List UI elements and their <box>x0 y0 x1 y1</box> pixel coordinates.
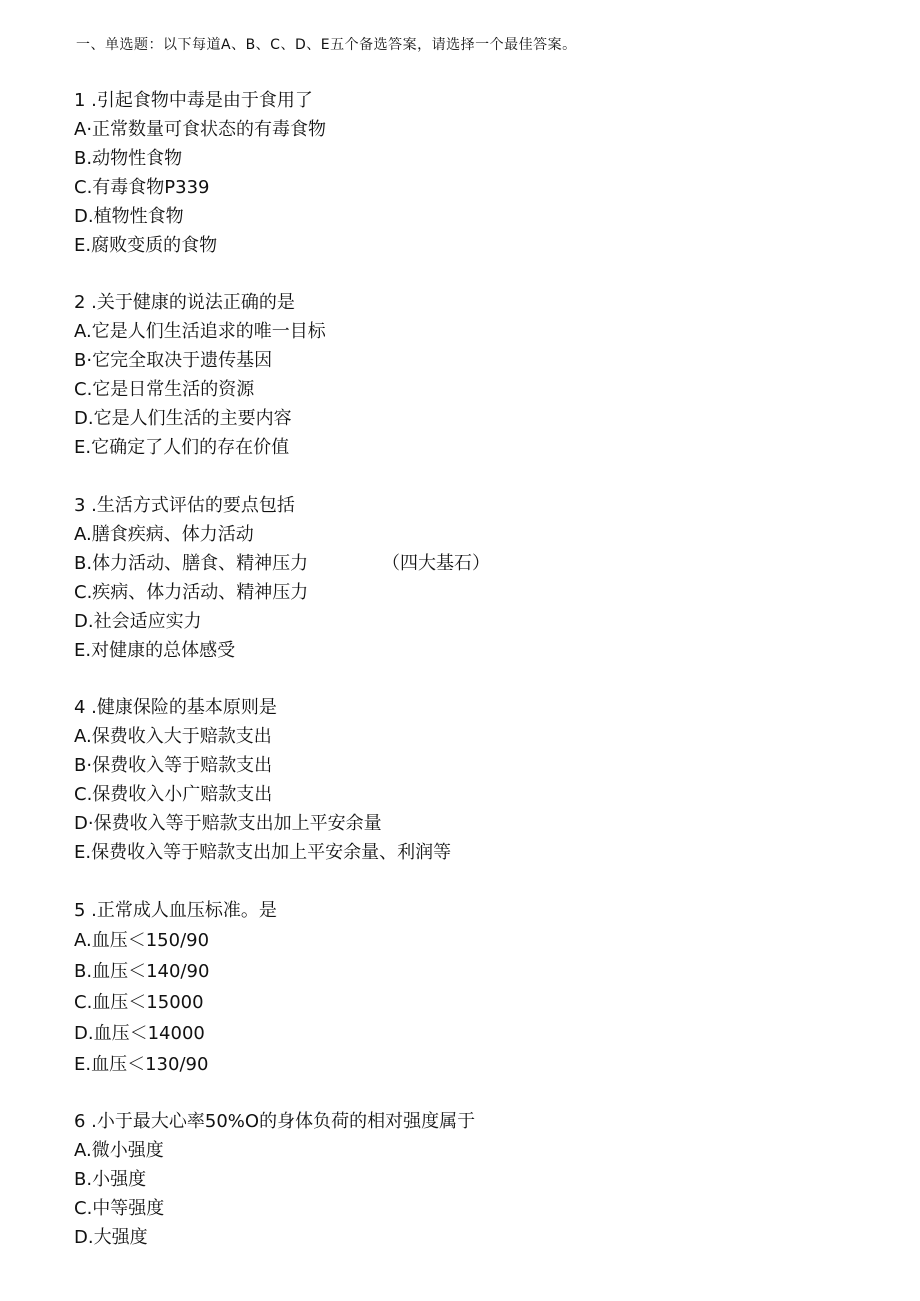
question-stem: 4 .健康保险的基本原则是 <box>74 697 277 718</box>
answer-option: A.膳食疾病、体力活动 <box>74 524 254 545</box>
answer-option: B.体力活动、膳食、精神压力 <box>74 553 309 574</box>
question-stem: 6 .小于最大心率50%O的身体负荷的相对强度属于 <box>74 1111 476 1132</box>
answer-option: B.小强度 <box>74 1169 147 1190</box>
answer-option: D.植物性食物 <box>74 206 184 227</box>
answer-option: A·正常数量可食状态的有毒食物 <box>74 119 327 140</box>
answer-option: C.保费收入小广赔款支出 <box>74 784 273 805</box>
question-stem: 2 .关于健康的说法正确的是 <box>74 292 295 313</box>
answer-option: A.血压＜150/90 <box>74 930 210 951</box>
answer-option: E.保费收入等于赔款支出加上平安余量、利润等 <box>74 842 452 863</box>
answer-option: E.血压＜130/90 <box>74 1054 209 1075</box>
answer-option: E.对健康的总体感受 <box>74 640 236 661</box>
answer-option: A.它是人们生活追求的唯一目标 <box>74 321 326 342</box>
answer-option: B·保费收入等于赔款支出 <box>74 755 273 776</box>
answer-option: C.它是日常生活的资源 <box>74 379 255 400</box>
answer-option: C.中等强度 <box>74 1198 165 1219</box>
answer-option: D·保费收入等于赔款支出加上平安余量 <box>74 813 382 834</box>
answer-option: E.它确定了人们的存在价值 <box>74 437 290 458</box>
answer-option: C.血压＜15000 <box>74 992 204 1013</box>
answer-option: C.有毒食物P339 <box>74 177 210 198</box>
answer-option: A.微小强度 <box>74 1140 164 1161</box>
answer-option: B·它完全取决于遗传基因 <box>74 350 273 371</box>
answer-note: （四大基石） <box>382 553 490 574</box>
answer-option: C.疾病、体力活动、精神压力 <box>74 582 309 603</box>
section-instructions: 一、单选题：以下每道A、B、C、D、E五个备选答案，请选择一个最佳答案。 <box>76 37 577 53</box>
answer-option: B.血压＜140/90 <box>74 961 210 982</box>
answer-option: E.腐败变质的食物 <box>74 235 218 256</box>
answer-option: B.动物性食物 <box>74 148 183 169</box>
question-stem: 5 .正常成人血压标准。是 <box>74 900 277 921</box>
answer-option: D.血压＜14000 <box>74 1023 205 1044</box>
answer-option: D.大强度 <box>74 1227 148 1248</box>
question-stem: 3 .生活方式评估的要点包括 <box>74 495 295 516</box>
answer-option: D.它是人们生活的主要内容 <box>74 408 292 429</box>
answer-option: A.保费收入大于赔款支出 <box>74 726 272 747</box>
question-stem: 1 .引起食物中毒是由于食用了 <box>74 90 313 111</box>
answer-option: D.社会适应实力 <box>74 611 202 632</box>
